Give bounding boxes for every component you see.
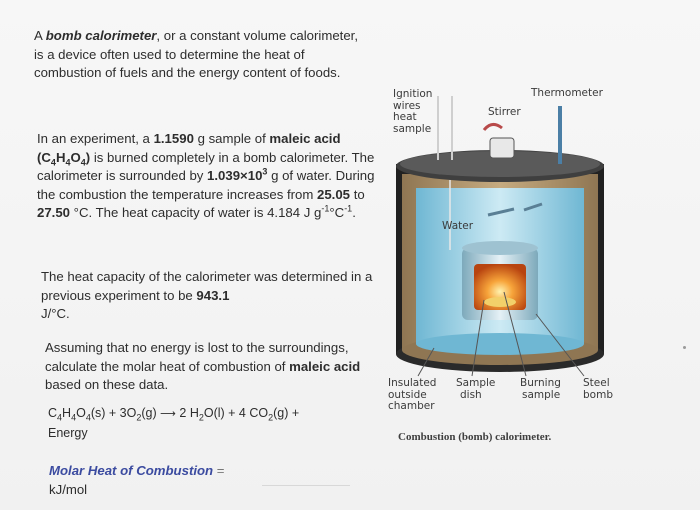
label-ignition-2: wires — [393, 99, 421, 112]
intro-paragraph — [34, 27, 364, 83]
stirrer-cable — [484, 124, 502, 130]
stirrer-motor — [490, 138, 514, 158]
start-temperature: 25.05 — [317, 186, 351, 202]
bomb-calorimeter-figure — [380, 80, 620, 460]
exp-minus-one-b: -1 — [344, 203, 353, 214]
label-burning-sample — [520, 378, 561, 401]
experiment-text-2: g sample of — [193, 131, 270, 146]
label-thermometer: Thermometer — [531, 87, 603, 99]
label-sample-dish-2: dish — [460, 388, 482, 401]
label-stirrer: Stirrer — [488, 106, 521, 118]
reaction-arrow: ⟶ — [160, 407, 176, 420]
label-water: Water — [442, 220, 474, 232]
label-steel-bomb — [583, 378, 613, 401]
bomb-top — [462, 241, 538, 255]
compound-formula: $(C_4H_4O_4)$ — [37, 149, 91, 168]
water-heat-capacity: °C. The heat capacity of water is 4.184 J g — [70, 205, 322, 220]
label-ignition-3: heat — [393, 111, 417, 123]
reaction-equation — [48, 404, 378, 442]
label-ignition-4: sample — [393, 122, 432, 135]
label-steel-1: Steel — [583, 377, 610, 389]
assumption-paragraph — [45, 339, 375, 395]
label-insulated-3: chamber — [388, 400, 435, 412]
label-ignition — [393, 89, 432, 135]
answer-unit: kJ/mol — [49, 481, 88, 497]
assumption-text: Assuming that no energy is lost to the surroundings, calculate the molar heat of combustion of — [45, 340, 349, 374]
scroll-mark — [683, 346, 686, 349]
experiment-text-1: In an experiment, a — [37, 131, 154, 146]
water-mass-exponent: 3 — [262, 166, 268, 177]
label-sample-dish — [456, 378, 495, 401]
assumption-compound: maleic acid — [289, 358, 361, 374]
experiment-text-4: g of water. During the combustion the temperature increases from — [37, 168, 375, 202]
calorimeter-capacity-paragraph — [41, 268, 376, 324]
label-ignition-1: Ignition — [393, 88, 433, 100]
end-temperature: 27.50 — [37, 205, 71, 220]
degree-c: °C — [329, 205, 345, 220]
assumption-tail: based on these data. — [45, 377, 169, 392]
bomb-calorimeter-term: bomb calorimeter — [45, 28, 157, 43]
intro-lead: A — [34, 28, 43, 43]
equation-reactants: $C_4H_4O_4(s) + 3O_2(g)$ — [48, 406, 157, 423]
sample-dish — [484, 297, 516, 307]
label-burning-1: Burning — [520, 377, 561, 389]
equation-products: 2 $H_2O(l) + 4$ $CO_2(g)$ + — [179, 406, 300, 423]
experiment-text-3: is burned completely in a bomb calorimeter. The calorimeter is surrounded by — [37, 149, 375, 183]
capacity-unit: J/°C. — [41, 306, 70, 321]
label-sample-dish-1: Sample — [456, 377, 496, 389]
label-burning-2: sample — [522, 388, 561, 401]
molar-heat-label: Molar Heat of Combustion — [49, 463, 214, 478]
molar-heat-input[interactable] — [262, 466, 350, 486]
thermometer — [558, 106, 562, 164]
exp-minus-one-a: -1 — [321, 203, 330, 214]
label-insulated — [388, 378, 436, 413]
experiment-text-5: to — [350, 186, 365, 202]
experiment-paragraph — [37, 130, 377, 223]
label-steel-2: bomb — [583, 388, 613, 401]
calorimeter-capacity-value: 943.1 — [196, 287, 230, 303]
figure-caption: Combustion (bomb) calorimeter. — [398, 431, 552, 443]
capacity-text: The heat capacity of the calorimeter was determined in a previous experiment to be — [41, 269, 373, 303]
equation-energy: Energy — [48, 425, 88, 440]
label-insulated-2: outside — [388, 388, 427, 401]
label-insulated-1: Insulated — [388, 377, 437, 389]
water-mass — [207, 168, 267, 183]
intro-body: , or a constant volume calorimeter, is a device often used to determine the heat of combustion of fuels and the energy content of foods. — [34, 28, 358, 80]
water-mass-mantissa: 1.039×10 — [207, 168, 263, 183]
equals-sign: = — [213, 463, 225, 478]
compound-name: maleic acid — [269, 131, 341, 146]
experiment-text-end: . — [352, 205, 356, 220]
sample-mass: 1.1590 — [153, 131, 194, 146]
